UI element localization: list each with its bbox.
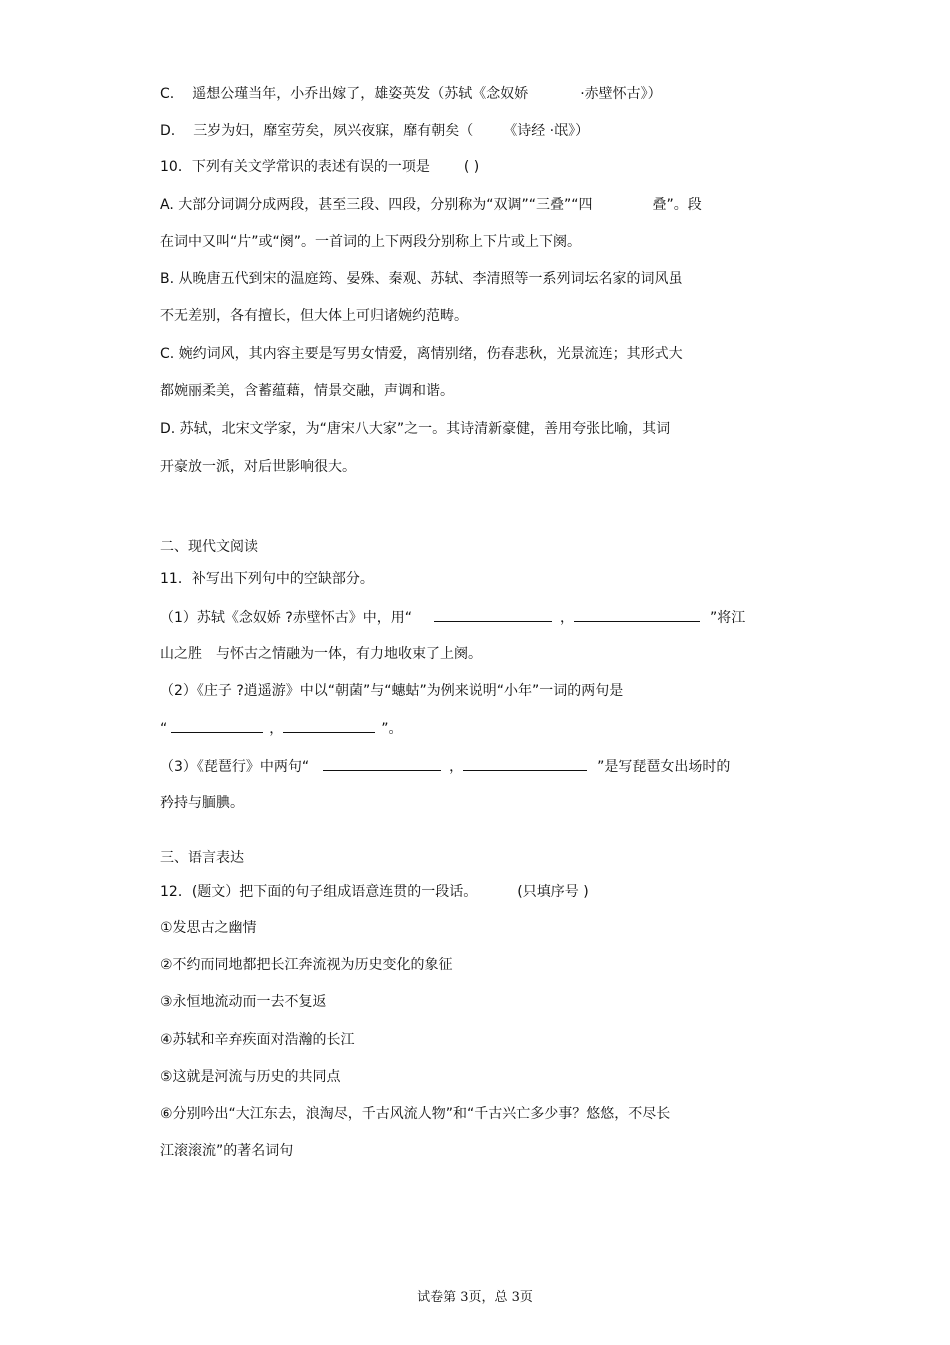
q11-part2-open-quote: “ bbox=[160, 721, 168, 737]
q10-option-a-line1 bbox=[160, 195, 702, 215]
q10-option-a-text-a: A. 大部分词调分成两段，甚至三段、四段，分别称为“双调”“三叠”“四 bbox=[160, 197, 593, 213]
q11-part3-text-b: ”是写琵琶女出场时的 bbox=[597, 759, 731, 775]
q10-stem-line bbox=[160, 157, 479, 177]
q12-item: ④苏轼和辛弃疾面对浩瀚的长江 bbox=[160, 1032, 355, 1048]
q12-stem: 12．(题文）把下面的句子组成语意连贯的一段话。 bbox=[160, 884, 478, 900]
page-footer: 试卷第 3页，总 3页 bbox=[417, 1290, 533, 1305]
section-3-heading: 三、语言表达 bbox=[160, 850, 244, 866]
q12-stem-line bbox=[160, 882, 589, 902]
q10-answer-paren: ( ) bbox=[463, 159, 480, 175]
q10-option-c-line2: 都婉丽柔美，含蓄蕴藉，情景交融，声调和谐。 bbox=[160, 383, 454, 399]
q10-option-c-line1: C. 婉约词风，其内容主要是写男女情爱，离情别绪，伤春悲秋，光景流连；其形式大 bbox=[160, 346, 683, 362]
q11-part1-comma: ， bbox=[560, 610, 575, 626]
q11-part2-blank-1[interactable] bbox=[171, 718, 263, 733]
q11-part3-blank-2[interactable] bbox=[463, 756, 587, 771]
q12-item: ⑥分别吟出“大江东去，浪淘尽，千古风流人物”和“千古兴亡多少事？悠悠，不尽长 bbox=[160, 1106, 671, 1122]
q11-part1-line1 bbox=[160, 607, 745, 627]
q10-option-a-line2: 在词中又叫“片”或“阕”。一首词的上下两段分别称上下片或上下阕。 bbox=[160, 234, 582, 250]
q9-option-c-text-b: ·赤壁怀古》） bbox=[580, 86, 662, 102]
q9-option-d-text-a: 三岁为妇，靡室劳矣，夙兴夜寐，靡有朝矣（ bbox=[193, 123, 474, 139]
q12-item: ⑤这就是河流与历史的共同点 bbox=[160, 1069, 341, 1085]
q11-part2-line2 bbox=[160, 718, 403, 738]
q11-part1-blank-1[interactable] bbox=[434, 607, 552, 622]
q12-item: ①发思古之幽情 bbox=[160, 920, 257, 936]
q10-option-a-text-b: 叠”。段 bbox=[652, 197, 702, 213]
q11-part2-line1: （2）《庄子 ?逍遥游》中以“朝菌”与“蟪蛄”为例来说明“小年”一词的两句是 bbox=[160, 683, 624, 699]
q11-part1-blank-2[interactable] bbox=[574, 607, 700, 622]
q10-option-b-line2: 不无差别，各有擅长，但大体上可归诸婉约范畴。 bbox=[160, 308, 468, 324]
q12-item: ②不约而同地都把长江奔流视为历史变化的象征 bbox=[160, 957, 453, 973]
q9-option-d bbox=[160, 121, 589, 141]
q12-item: ③永恒地流动而一去不复返 bbox=[160, 994, 327, 1010]
q11-part2-blank-2[interactable] bbox=[283, 718, 375, 733]
q11-stem: 11．补写出下列句中的空缺部分。 bbox=[160, 571, 374, 587]
q11-part3-line1 bbox=[160, 756, 730, 776]
q11-part2-comma: ， bbox=[269, 721, 284, 737]
q9-option-c-prefix: C. bbox=[160, 86, 175, 102]
q10-option-d-line1: D. 苏轼，北宋文学家，为“唐宋八大家”之一。其诗清新豪健，善用夸张比喻，其词 bbox=[160, 421, 671, 437]
q12-note: (只填序号 ) bbox=[517, 884, 589, 900]
q11-part1-line2: 山之胜 与怀古之情融为一体，有力地收束了上阕。 bbox=[160, 646, 482, 662]
q12-item-6-line2: 江滚滚流”的著名词句 bbox=[160, 1143, 294, 1159]
q9-option-d-prefix: D. bbox=[160, 123, 176, 139]
q11-part2-close: ”。 bbox=[381, 721, 403, 737]
q9-option-c bbox=[160, 84, 662, 104]
q11-part3-comma: ， bbox=[449, 759, 464, 775]
q10-stem: 10．下列有关文学常识的表述有误的一项是 bbox=[160, 159, 430, 175]
q11-part3-text-a: （3）《琵琶行》中两句“ bbox=[160, 759, 310, 775]
q11-part3-line2: 矜持与腼腆。 bbox=[160, 795, 244, 811]
q10-option-d-line2: 开豪放一派，对后世影响很大。 bbox=[160, 459, 356, 475]
q9-option-c-text-a: 遥想公瑾当年，小乔出嫁了，雄姿英发（苏轼《念奴娇 bbox=[192, 86, 529, 102]
section-2-heading: 二、现代文阅读 bbox=[160, 539, 258, 555]
q9-option-d-text-b: 《诗经 ·氓》） bbox=[503, 123, 590, 139]
q11-part1-text-b: ”将江 bbox=[710, 610, 746, 626]
q11-part1-text-a: （1）苏轼《念奴娇 ?赤壁怀古》中，用“ bbox=[160, 610, 413, 626]
q11-part3-blank-1[interactable] bbox=[323, 756, 441, 771]
q10-option-b-line1: B. 从晚唐五代到宋的温庭筠、晏殊、秦观、苏轼、李清照等一系列词坛名家的词风虽 bbox=[160, 271, 683, 287]
